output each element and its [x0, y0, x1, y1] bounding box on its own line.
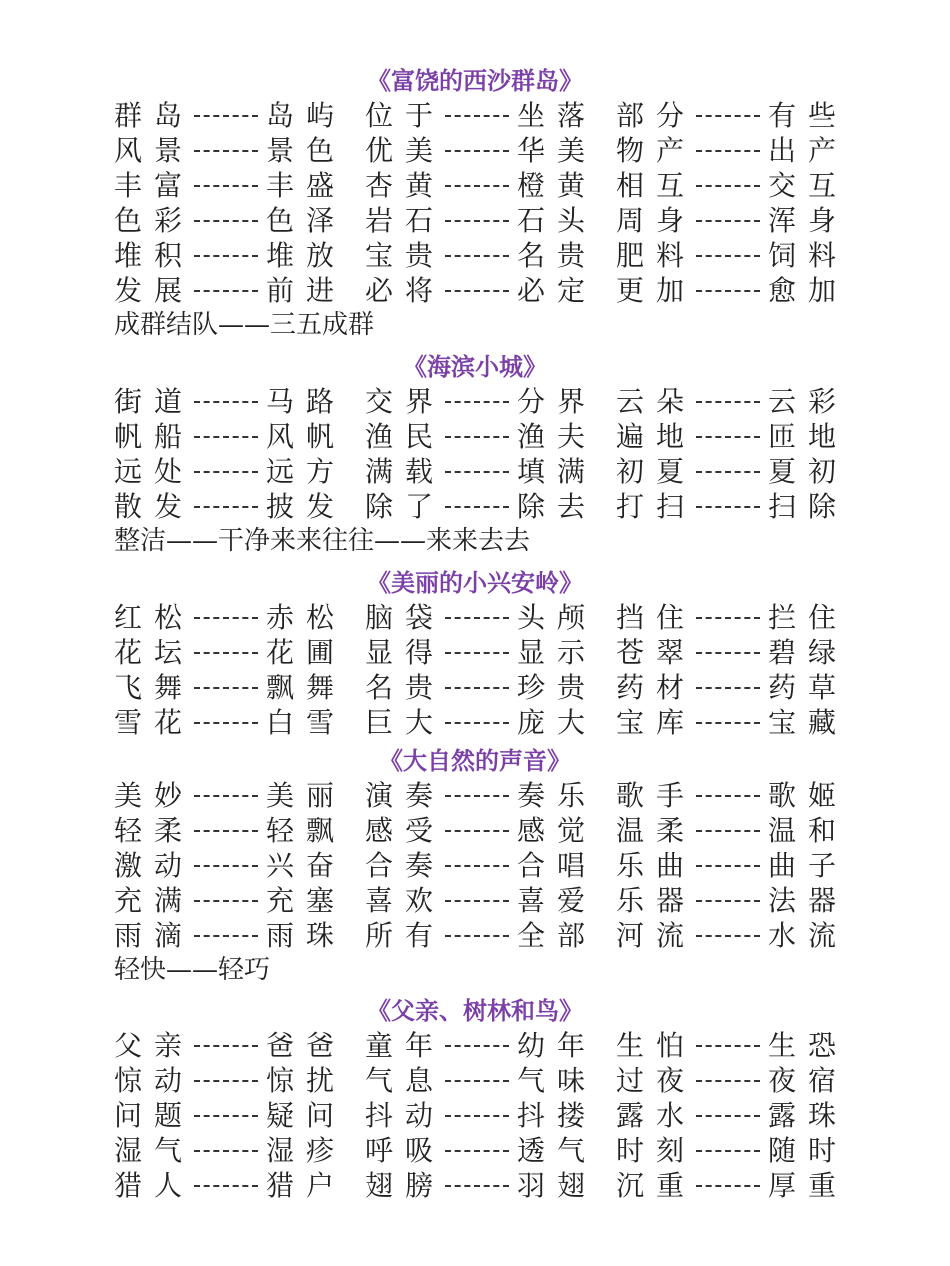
dash-separator: [445, 830, 509, 832]
word: 轻柔: [114, 814, 195, 847]
synonym-word: 羽翅: [517, 1169, 598, 1202]
word: 街道: [114, 385, 195, 418]
dash-separator: [445, 687, 509, 689]
synonym-word: 气味: [517, 1064, 598, 1097]
word: 沉重: [616, 1169, 697, 1202]
dash-separator: [696, 617, 760, 619]
synonym-word: 披发: [266, 490, 347, 523]
synonym-word: 猎户: [266, 1169, 347, 1202]
synonym-word: 厚重: [768, 1169, 849, 1202]
dash-separator: [696, 220, 760, 222]
word: 充满: [114, 884, 195, 917]
dash-separator: [194, 1150, 258, 1152]
dash-separator: [696, 471, 760, 473]
word-row: [0, 98, 950, 133]
dash-separator: [696, 652, 760, 654]
synonym-word: 喜爱: [517, 884, 598, 917]
synonym-word: 夜宿: [768, 1064, 849, 1097]
word-row: [0, 778, 950, 813]
word: 优美: [365, 134, 446, 167]
synonym-word: 前进: [266, 274, 347, 307]
synonym-word: 愈加: [768, 274, 849, 307]
dash-separator: [445, 150, 509, 152]
synonym-word: 爸爸: [266, 1029, 347, 1062]
word: 猎人: [114, 1169, 195, 1202]
dash-separator: [445, 900, 509, 902]
synonym-word: 石头: [517, 204, 598, 237]
word-row: [0, 203, 950, 238]
word: 惊动: [114, 1064, 195, 1097]
word: 杏黄: [365, 169, 446, 202]
dash-separator: [194, 506, 258, 508]
synonym-word: 白雪: [266, 706, 347, 739]
word: 苍翠: [616, 636, 697, 669]
word: 湿气: [114, 1134, 195, 1167]
dash-separator: [194, 935, 258, 937]
synonym-word: 抖搂: [517, 1099, 598, 1132]
word: 必将: [365, 274, 446, 307]
section-title: 《大自然的声音》: [379, 747, 571, 775]
synonym-word: 丰盛: [266, 169, 347, 202]
dash-separator: [696, 1115, 760, 1117]
synonym-word: 美丽: [266, 779, 347, 812]
word: 美妙: [114, 779, 195, 812]
synonym-word: 庞大: [517, 706, 598, 739]
section-title: 《富饶的西沙群岛》: [367, 67, 583, 95]
word: 脑袋: [365, 601, 446, 634]
synonym-word: 生恐: [768, 1029, 849, 1062]
word: 翅膀: [365, 1169, 446, 1202]
dash-separator: [696, 401, 760, 403]
synonym-word: 出产: [768, 134, 849, 167]
word-row: [0, 419, 950, 454]
synonym-word: 兴奋: [266, 849, 347, 882]
dash-separator: [696, 687, 760, 689]
word-row: [0, 1098, 950, 1133]
synonym-word: 岛屿: [266, 99, 347, 132]
word: 歌手: [616, 779, 697, 812]
synonym-word: 景色: [266, 134, 347, 167]
synonym-word: 华美: [517, 134, 598, 167]
word: 群岛: [114, 99, 195, 132]
word: 宝库: [616, 706, 697, 739]
synonym-word: 马路: [266, 385, 347, 418]
synonym-word: 交互: [768, 169, 849, 202]
dash-separator: [445, 290, 509, 292]
synonym-word: 法器: [768, 884, 849, 917]
synonym-word: 飘舞: [266, 671, 347, 704]
word-row: [0, 883, 950, 918]
dash-separator: [445, 506, 509, 508]
synonym-word: 碧绿: [768, 636, 849, 669]
synonym-word: 显示: [517, 636, 598, 669]
word: 雨滴: [114, 919, 195, 952]
dash-separator: [194, 1045, 258, 1047]
synonym-word: 药草: [768, 671, 849, 704]
dash-separator: [445, 471, 509, 473]
word: 更加: [616, 274, 697, 307]
dash-separator: [445, 795, 509, 797]
dash-separator: [445, 1045, 509, 1047]
word: 红松: [114, 601, 195, 634]
word: 药材: [616, 671, 697, 704]
word-row: [0, 848, 950, 883]
synonym-word: 曲子: [768, 849, 849, 882]
word: 激动: [114, 849, 195, 882]
dash-separator: [194, 1115, 258, 1117]
synonym-word: 色泽: [266, 204, 347, 237]
dash-separator: [696, 935, 760, 937]
dash-separator: [445, 436, 509, 438]
dash-separator: [696, 255, 760, 257]
synonym-word: 充塞: [266, 884, 347, 917]
synonym-word: 疑问: [266, 1099, 347, 1132]
dash-separator: [696, 1185, 760, 1187]
word: 生怕: [616, 1029, 697, 1062]
dash-separator: [445, 617, 509, 619]
synonym-word: 分界: [517, 385, 598, 418]
section-title: 《海滨小城》: [403, 353, 547, 381]
word: 堆积: [114, 239, 195, 272]
dash-separator: [194, 290, 258, 292]
synonym-word: 头颅: [517, 601, 598, 634]
word-row: [0, 670, 950, 705]
dash-separator: [445, 255, 509, 257]
synonym-word: 水流: [768, 919, 849, 952]
dash-separator: [696, 150, 760, 152]
synonym-word: 轻飘: [266, 814, 347, 847]
word: 渔民: [365, 420, 446, 453]
synonym-word: 歌姬: [768, 779, 849, 812]
word: 远处: [114, 455, 195, 488]
word: 所有: [365, 919, 446, 952]
synonym-word: 随时: [768, 1134, 849, 1167]
word: 遍地: [616, 420, 697, 453]
dash-separator: [194, 900, 258, 902]
synonym-word: 风帆: [266, 420, 347, 453]
dash-separator: [194, 687, 258, 689]
dash-separator: [696, 1080, 760, 1082]
word: 散发: [114, 490, 195, 523]
synonym-word: 堆放: [266, 239, 347, 272]
word: 感受: [365, 814, 446, 847]
synonym-word: 露珠: [768, 1099, 849, 1132]
word: 岩石: [365, 204, 446, 237]
word: 满载: [365, 455, 446, 488]
dash-separator: [696, 115, 760, 117]
word-row: [0, 705, 950, 740]
synonym-word: 夏初: [768, 455, 849, 488]
word: 气息: [365, 1064, 446, 1097]
dash-separator: [445, 1185, 509, 1187]
word: 物产: [616, 134, 697, 167]
word: 呼吸: [365, 1134, 446, 1167]
word: 位于: [365, 99, 446, 132]
word: 名贵: [365, 671, 446, 704]
word: 宝贵: [365, 239, 446, 272]
word: 合奏: [365, 849, 446, 882]
word-row: [0, 813, 950, 848]
word-row: [0, 168, 950, 203]
dash-separator: [696, 436, 760, 438]
synonym-word: 扫除: [768, 490, 849, 523]
word: 花坛: [114, 636, 195, 669]
word: 雪花: [114, 706, 195, 739]
dash-separator: [445, 1080, 509, 1082]
synonym-word: 名贵: [517, 239, 598, 272]
synonym-word: 温和: [768, 814, 849, 847]
synonym-word: 远方: [266, 455, 347, 488]
dash-separator: [194, 865, 258, 867]
synonym-word: 渔夫: [517, 420, 598, 453]
word-row: [0, 1063, 950, 1098]
word: 打扫: [616, 490, 697, 523]
dash-separator: [696, 506, 760, 508]
synonym-word: 填满: [517, 455, 598, 488]
section-title: 《父亲、树林和鸟》: [367, 997, 583, 1025]
synonym-word: 珍贵: [517, 671, 598, 704]
dash-separator: [194, 255, 258, 257]
word: 肥料: [616, 239, 697, 272]
dash-separator: [194, 617, 258, 619]
dash-separator: [696, 1150, 760, 1152]
synonym-word: 必定: [517, 274, 598, 307]
synonym-word: 宝藏: [768, 706, 849, 739]
word: 周身: [616, 204, 697, 237]
dash-separator: [194, 1185, 258, 1187]
synonym-word: 赤松: [266, 601, 347, 634]
synonym-word: 拦住: [768, 601, 849, 634]
synonym-word: 全部: [517, 919, 598, 952]
dash-separator: [696, 830, 760, 832]
word: 父亲: [114, 1029, 195, 1062]
dash-separator: [445, 722, 509, 724]
word-row: [0, 1028, 950, 1063]
synonym-word: 云彩: [768, 385, 849, 418]
dash-separator: [194, 1080, 258, 1082]
dash-separator: [445, 401, 509, 403]
word: 相互: [616, 169, 697, 202]
word: 抖动: [365, 1099, 446, 1132]
synonym-word: 有些: [768, 99, 849, 132]
word: 温柔: [616, 814, 697, 847]
synonym-word: 惊扰: [266, 1064, 347, 1097]
word: 露水: [616, 1099, 697, 1132]
dash-separator: [194, 150, 258, 152]
synonym-word: 透气: [517, 1134, 598, 1167]
word: 挡住: [616, 601, 697, 634]
word: 问题: [114, 1099, 195, 1132]
word-row: [0, 1168, 950, 1203]
synonym-word: 坐落: [517, 99, 598, 132]
dash-separator: [696, 185, 760, 187]
dash-separator: [194, 185, 258, 187]
word-row: [0, 238, 950, 273]
dash-separator: [445, 220, 509, 222]
word: 过夜: [616, 1064, 697, 1097]
word: 飞舞: [114, 671, 195, 704]
word-row: [0, 489, 950, 524]
synonym-word: 奏乐: [517, 779, 598, 812]
word-row: [0, 600, 950, 635]
word: 童年: [365, 1029, 446, 1062]
word-row: [0, 454, 950, 489]
word: 乐器: [616, 884, 697, 917]
synonym-phrase-line: 成群结队——三五成群: [114, 310, 375, 340]
dash-separator: [445, 865, 509, 867]
dash-separator: [194, 795, 258, 797]
synonym-phrase-line: 轻快——轻巧: [114, 955, 271, 985]
synonym-word: 花圃: [266, 636, 347, 669]
synonym-word: 湿疹: [266, 1134, 347, 1167]
word: 帆船: [114, 420, 195, 453]
section-title: 《美丽的小兴安岭》: [367, 569, 583, 597]
word: 部分: [616, 99, 697, 132]
word: 风景: [114, 134, 195, 167]
word-row: [0, 384, 950, 419]
word: 时刻: [616, 1134, 697, 1167]
word: 显得: [365, 636, 446, 669]
word: 云朵: [616, 385, 697, 418]
word: 乐曲: [616, 849, 697, 882]
word-row: [0, 918, 950, 953]
word: 丰富: [114, 169, 195, 202]
dash-separator: [696, 795, 760, 797]
word-row: [0, 635, 950, 670]
word: 演奏: [365, 779, 446, 812]
synonym-word: 橙黄: [517, 169, 598, 202]
word: 发展: [114, 274, 195, 307]
word: 河流: [616, 919, 697, 952]
dash-separator: [696, 1045, 760, 1047]
dash-separator: [696, 722, 760, 724]
synonym-phrase-line: 整洁——干净来来往往——来来去去: [114, 526, 531, 556]
dash-separator: [445, 1115, 509, 1117]
word: 喜欢: [365, 884, 446, 917]
synonym-word: 感觉: [517, 814, 598, 847]
dash-separator: [194, 220, 258, 222]
dash-separator: [445, 1150, 509, 1152]
synonym-word: 饲料: [768, 239, 849, 272]
dash-separator: [445, 185, 509, 187]
dash-separator: [696, 900, 760, 902]
synonym-word: 除去: [517, 490, 598, 523]
dash-separator: [696, 290, 760, 292]
dash-separator: [194, 471, 258, 473]
dash-separator: [194, 115, 258, 117]
synonym-word: 合唱: [517, 849, 598, 882]
synonym-word: 雨珠: [266, 919, 347, 952]
synonym-word: 幼年: [517, 1029, 598, 1062]
synonym-word: 浑身: [768, 204, 849, 237]
dash-separator: [194, 401, 258, 403]
word: 初夏: [616, 455, 697, 488]
word: 巨大: [365, 706, 446, 739]
dash-separator: [445, 652, 509, 654]
dash-separator: [445, 935, 509, 937]
dash-separator: [194, 722, 258, 724]
word: 色彩: [114, 204, 195, 237]
word-row: [0, 273, 950, 308]
dash-separator: [445, 115, 509, 117]
word-row: [0, 133, 950, 168]
dash-separator: [696, 865, 760, 867]
synonym-word: 匝地: [768, 420, 849, 453]
word: 除了: [365, 490, 446, 523]
dash-separator: [194, 652, 258, 654]
dash-separator: [194, 830, 258, 832]
dash-separator: [194, 436, 258, 438]
word-row: [0, 1133, 950, 1168]
word: 交界: [365, 385, 446, 418]
